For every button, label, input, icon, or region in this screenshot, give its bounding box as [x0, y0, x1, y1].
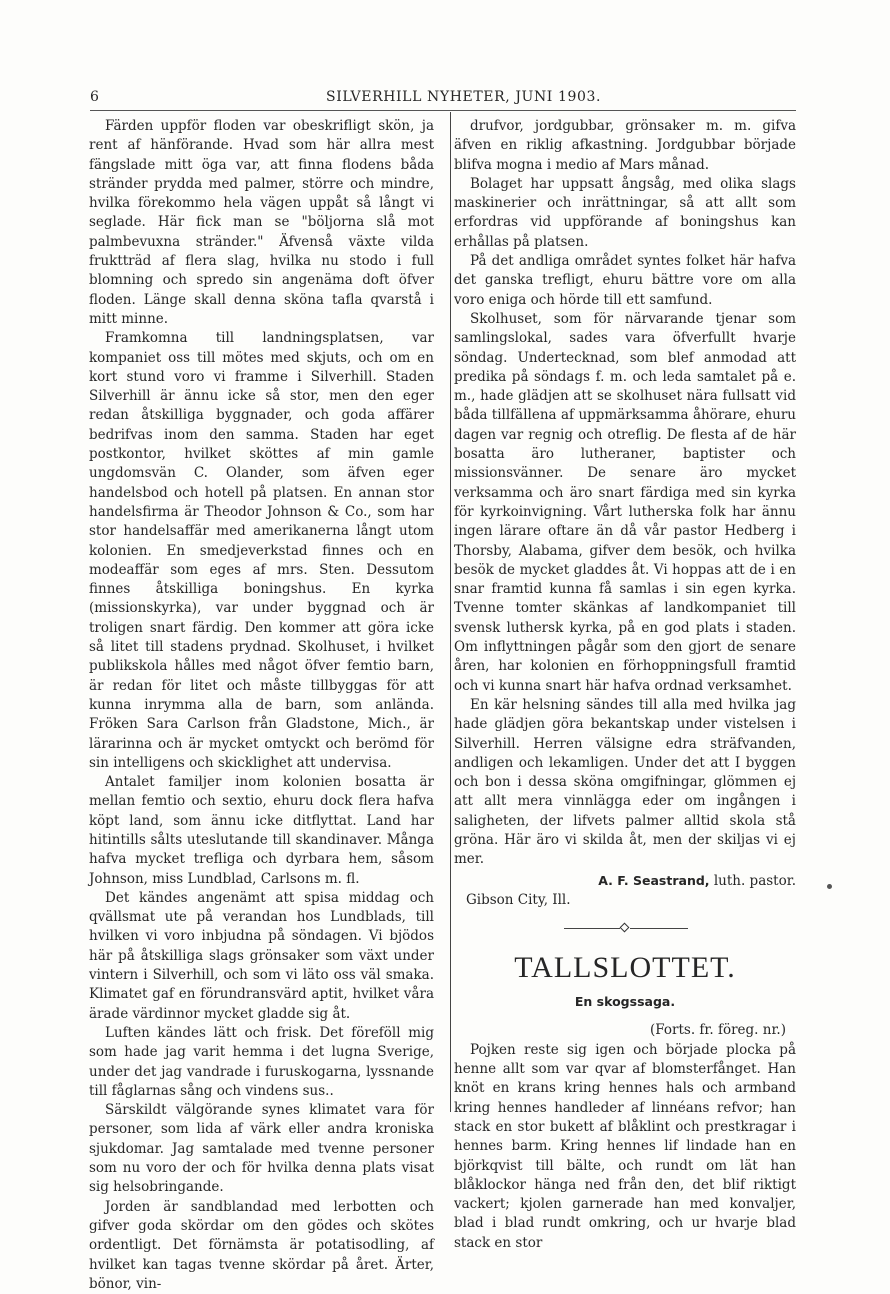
header-rule	[90, 110, 796, 111]
paragraph: Antalet familjer inom kolonien bosatta är mellan femtio och sextio, ehuru dock flera hafva köpt land, som ännu icke ditflyttat. Land har hitintills sålts uteslutande till skandinaver. Många hafva mycket trefliga och dyrbara hem, såsom Johnson, miss Lundblad, Carlsons m. fl.	[89, 774, 434, 887]
left-column	[89, 117, 434, 1294]
page-header	[0, 0, 890, 110]
paragraph: På det andliga området syntes folket här hafva det ganska trefligt, ehuru bättre vore om alla voro eniga och hörde till ett samfund.	[454, 253, 796, 308]
paragraph: Färden uppför floden var obeskrifligt skön, ja rent af hänförande. Hvad som här allra mest fängslade mitt öga var, att finna flodens båda stränder prydda med palmer, större och mindre, hvilka förekommo hela vägen uppåt så långt vi seglade. Här fick man se "böljorna slå mot palmbevuxna stränder." Äfvenså växte vilda fruktträd af flera slag, hvilka nu stodo i full blomning och spredo sin angenäma doft öfver floden. Länge skall denna sköna tafla qvarstå i mitt minne.	[89, 118, 434, 327]
right-column	[454, 117, 796, 1253]
signer-place: Gibson City, Ill.	[466, 891, 571, 908]
paragraph: En kär helsning sändes till alla med hvilka jag hade glädjen göra bekantskap under vistelsen i Silverhill. Herren välsigne edra sträfvanden, andligen och lekamligen. Under det att I byggen och bon i dessa sköna omgifningar, glömmen ej att allt mera vinnlägga eder om ingången i saligheten, der lifvets palmer alltid skola stå gröna. Här äro vi skilda åt, men der skiljas vi ej mer.	[454, 696, 796, 868]
paragraph: Särskildt välgörande synes klimatet vara för personer, som lida af värk eller andra kroniska sjukdomar. Jag samtalade med tvenne personer som nu voro der och för hvilka denna plats visat sig helsobringande.	[89, 1102, 434, 1196]
paragraph: Skolhuset, som för närvarande tjenar som samlingslokal, sades vara öfverfullt hvarje söndag. Undertecknad, som blef anmodad att predika på söndags f. m. och leda samtalet på e. m., hade glädjen att se skolhuset nära fullsatt vid båda tillfällena af uppmärksamma åhörare, ehuru dagen var regnig och otreflig. De flesta af de här bosatta äro lutheraner, baptister och missionsvänner. De senare äro mycket verksamma och äro snart färdiga med sin kyrka för kyrkoinvigning. Vårt lutherska folk har ännu ingen lärare oftare än då vår pastor Hedberg i Thorsby, Alabama, gifver dem besök, och hvilka besök de mycket gladdes åt. Vi hoppas att de i en snar framtid kunna få samlas i sin egen kyrka. Tvenne tomter skänkas af landkompaniet till svensk luthersk kyrka, på en god plats i staden. Om inflyttningen pågår som den gjort de senare åren, har kolonien en förhoppningsfull framtid och vi kunna snart här hafva ordnad verksamhet.	[454, 310, 796, 694]
signer-title: luth. pastor.	[713, 872, 796, 889]
paragraph: Jorden är sandblandad med lerbotten och gifver goda skördar om den gödes och skötes ordentligt. Det förnämsta är potatisodling, af hvilket kan tagas tvenne skördar på året. Ärter, bönor, vin-	[89, 1198, 434, 1292]
ink-speck	[827, 884, 832, 889]
signature	[454, 871, 796, 911]
continued-note: (Forts. fr. föreg. nr.)	[650, 1022, 786, 1039]
signer-name: A. F. Seastrand,	[598, 872, 710, 888]
story-title: TALLSLOTTET.	[514, 951, 736, 985]
page-number: 6	[90, 89, 99, 105]
paragraph: Framkomna till landningsplatsen, var kompaniet oss till mötes med skjuts, och om en kort stund voro vi framme i Silverhill. Staden Silverhill är ännu icke så stor, men den eger redan åtskilliga byggnader, och goda affärer bedrifvas inom den samma. Staden har eget postkontor, hvilket sköttes af min gamle ungdomsvän C. Olander, som äfven eger handelsbod och hotell på platsen. En annan stor handelsfirma är Theodor Johnson & Co., som har stor handelsaffär med amerikanerna långt utom kolonien. En smedjeverkstad finnes och en modeaffär som eges af mrs. Sten. Dessutom finnes åtskilliga boningshus. En kyrka (missionskyrka), var under byggnad och är troligen snart färdig. Den kommer att göra icke så litet till stadens prydnad. Skolhuset, i hvilket publikskola hålles med något öfver femtio barn, är redan för litet och måste tillbyggas för att kunna inrymma alla de barn, som anlända. Fröken Sara Carlson från Gladstone, Mich., är lärarinna och är mycket omtyckt och berömd för sin intelligens och skicklighet att undervisa.	[89, 330, 434, 771]
running-head: SILVERHILL NYHETER, JUNI 1903.	[326, 89, 602, 105]
paragraph: drufvor, jordgubbar, grönsaker m. m. gifva äfven en riklig afkastning. Jordgubbar började blifva mogna i medio af Mars månad.	[454, 118, 796, 173]
story-subtitle: En skogssaga.	[574, 994, 676, 1010]
story-paragraph: Pojken reste sig igen och började plocka på henne allt som var qvar af blomsterfånget. Han knöt en krans kring hennes hals och armband kring hennes handleder af linnéans refvor; han stack en stor bukett af blåklint och prestkragar i hennes barm. Kring hennes lif lindade han en björkqvist till bälte, och rundt om lät han blåklockor hänga ned från den, det blif riktigt vackert; kjolen garnerade han med konvaljer, blad i blad rundt omkring, och ur hvarje blad stack en stor	[454, 1041, 796, 1251]
section-divider	[454, 922, 796, 934]
paragraph: Luften kändes lätt och frisk. Det föreföll mig som hade jag varit hemma i det lugna Sverige, under det jag vandrade i furuskogarna, lyssnande till fåglarnas sång och vindens sus..	[89, 1024, 434, 1099]
column-rule	[450, 112, 451, 1112]
paragraph: Det kändes angenämt att spisa middag och qvällsmat ute på verandan hos Lundblads, till hvilken vi voro inbjudna på söndagen. Vi bjödos här på åtskilliga slags grönsaker som växt under vintern i Silverhill, och som vi läto oss väl smaka. Klimatet gaf en förundransvärd aptit, hvilket våra ärade värdinnor mycket gladde sig åt.	[89, 889, 434, 1022]
diamond-ornament-icon	[620, 923, 630, 933]
paragraph: Bolaget har uppsatt ångsåg, med olika slags maskinerier och inrättningar, så att allt som erfordras vid uppförande af boningshus kan erhållas på platsen.	[454, 175, 796, 250]
